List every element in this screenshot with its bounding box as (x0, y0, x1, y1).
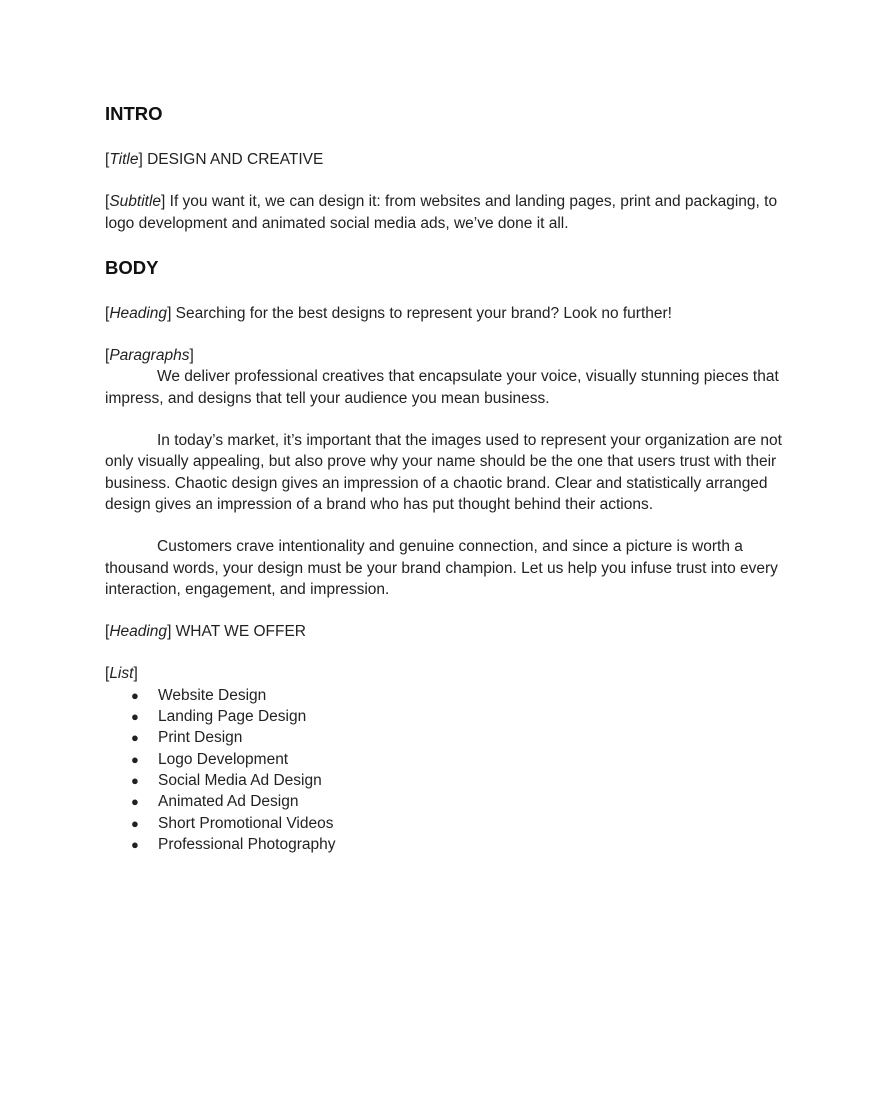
subtitle-line: [Subtitle] If you want it, we can design it: from websites and landing pages, print and packaging, to logo development and animated social media ads, we’ve done it all. (105, 193, 778, 232)
bullet-icon: ● (131, 687, 139, 703)
title-tag: Title (109, 151, 139, 168)
paragraph-3-text: Customers crave intentionality and genuine connection, and since a picture is worth a thousand words, your design must be your brand champion. Let us help you infuse trust into every interaction, engagement, and impression. (105, 538, 778, 598)
heading-tag-2: Heading (109, 623, 168, 641)
list-item-text: Logo Development (158, 750, 289, 768)
document-page (105, 102, 795, 855)
heading-tag-1: Heading (109, 304, 168, 322)
title-text: DESIGN AND CREATIVE (142, 151, 324, 168)
heading-text-1: Searching for the best designs to represent your brand? Look no further! (171, 304, 672, 322)
title-line: [Title] DESIGN AND CREATIVE (105, 151, 324, 168)
list-item (105, 706, 795, 727)
paragraphs-label: [Paragraphs] (105, 347, 194, 365)
bullet-icon: ● (131, 794, 139, 810)
heading-line-1: [Heading] Searching for the best designs to represent your brand? Look no further! (105, 304, 672, 322)
bullet-icon: ● (131, 815, 139, 831)
list-item (105, 791, 795, 812)
paragraph-1-text: We deliver professional creatives that encapsulate your voice, visually stunning pieces that impress, and designs that tell your audience you mean business. (105, 368, 779, 407)
list-item (105, 727, 795, 748)
paragraph-2 (105, 430, 795, 515)
bullet-icon: ● (131, 730, 139, 746)
list-item (105, 813, 795, 834)
bullet-icon: ● (131, 751, 139, 767)
bullet-icon: ● (131, 836, 139, 852)
subtitle-tag: Subtitle (109, 193, 162, 211)
list-item-text: Website Design (158, 686, 267, 704)
heading-line-2: [Heading] WHAT WE OFFER (105, 623, 306, 641)
paragraphs-tag: Paragraphs (109, 347, 190, 365)
list-item-text: Professional Photography (158, 835, 336, 853)
subtitle-text: If you want it, we can design it: from websites and landing pages, print and packaging, to logo development and animated social media ads, we’ve done it all. (105, 193, 778, 232)
list-item-text: Social Media Ad Design (158, 771, 322, 789)
list-item-text: Short Promotional Videos (158, 814, 334, 832)
list-item (105, 749, 795, 770)
list-item-text: Print Design (158, 729, 243, 747)
heading-text-2: WHAT WE OFFER (171, 623, 306, 641)
paragraph-2-text: In today’s market, it’s important that the images used to represent your organization are not only visually appealing, but also prove why your name should be the one that users trust with their business. Chaotic design gives an impression of a chaotic brand. Clear and statistically arranged design gives an impression of a brand who has put thought behind their actions. (105, 432, 782, 513)
intro-heading: INTRO (105, 103, 163, 124)
list-item (105, 685, 795, 706)
list-item-text: Landing Page Design (158, 708, 307, 726)
list-item (105, 834, 795, 855)
list-tag: List (109, 665, 134, 683)
offer-list (105, 685, 795, 855)
body-heading: BODY (105, 256, 159, 278)
bullet-icon: ● (131, 772, 139, 788)
paragraph-1 (105, 366, 795, 409)
bullet-icon: ● (131, 709, 139, 725)
paragraph-3 (105, 536, 795, 600)
list-label: [List] (105, 665, 138, 683)
list-item-text: Animated Ad Design (158, 793, 299, 811)
list-item (105, 770, 795, 791)
